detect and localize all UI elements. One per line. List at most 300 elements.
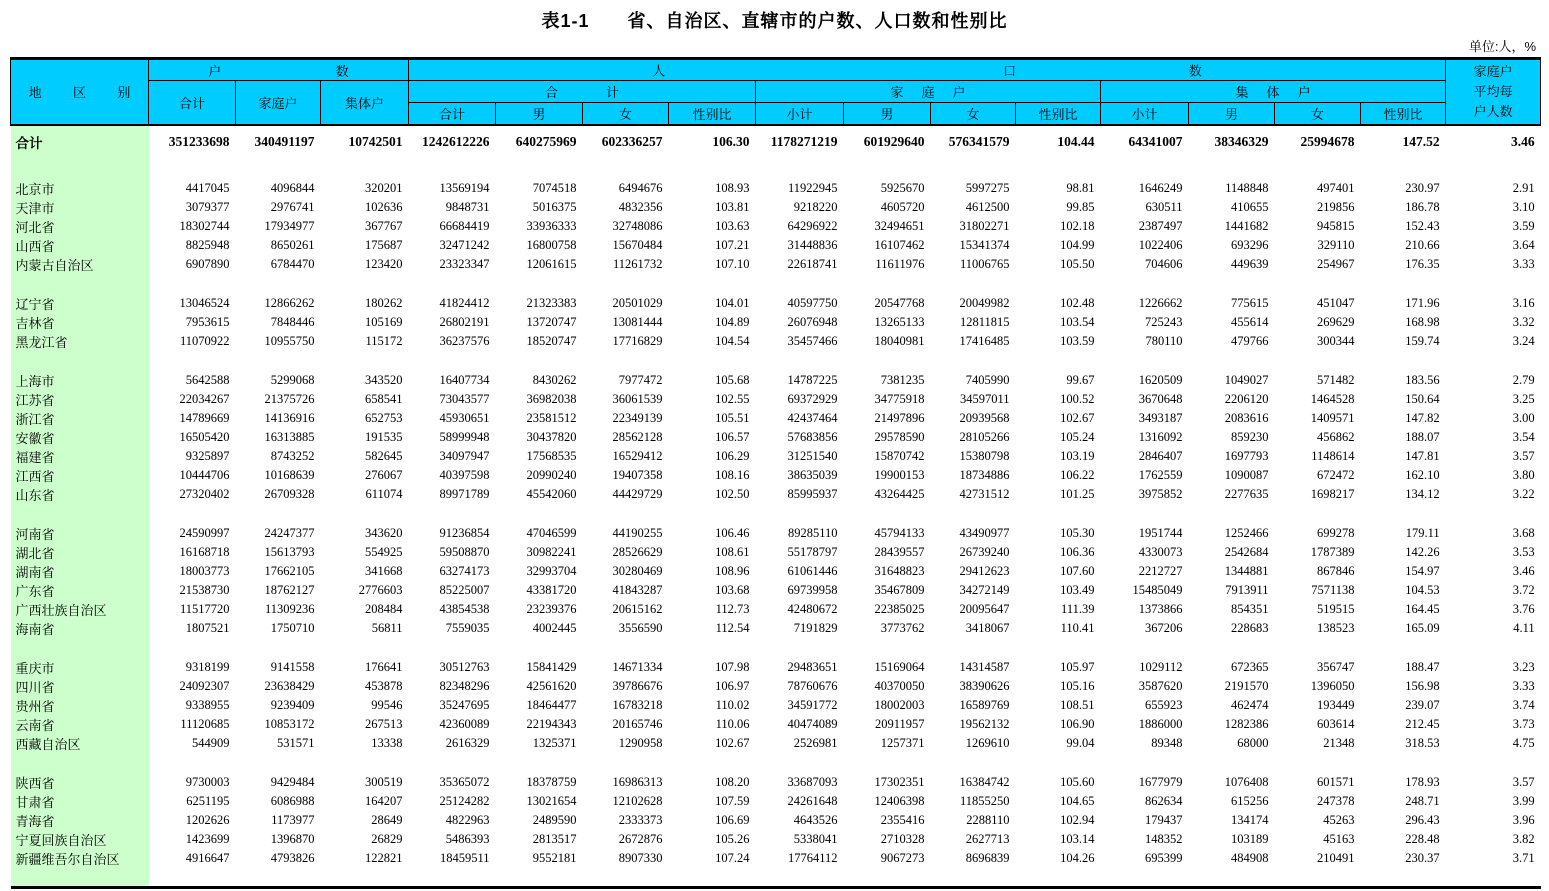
value-cell: 1698217 — [1310, 486, 1355, 501]
value-cell: 89348 — [1151, 735, 1183, 750]
value-cell: 15169064 — [874, 659, 925, 674]
value-cell: 4832356 — [618, 199, 663, 214]
value-cell: 601929640 — [863, 134, 925, 149]
value-cell: 3.68 — [1512, 525, 1535, 540]
value-cell: 8430262 — [532, 372, 577, 387]
value-cell: 571482 — [1317, 372, 1355, 387]
value-cell: 21375726 — [264, 391, 315, 406]
value-cell: 21323383 — [526, 295, 577, 310]
value-cell: 1282386 — [1224, 716, 1269, 731]
value-cell: 138523 — [1317, 620, 1355, 635]
value-cell: 35247695 — [439, 697, 490, 712]
value-cell: 134.12 — [1405, 486, 1440, 501]
value-cell: 652753 — [365, 410, 403, 425]
region-label: 海南省 — [11, 619, 149, 638]
header-pop-total-male: 男 — [496, 103, 583, 125]
value-cell: 3670648 — [1138, 391, 1183, 406]
value-cell: 484908 — [1231, 850, 1269, 865]
value-cell: 1226662 — [1138, 295, 1183, 310]
header-pop-collective-char: 集 — [1235, 85, 1249, 100]
value-cell: 110.41 — [1060, 620, 1095, 635]
value-cell: 105.60 — [1060, 774, 1095, 789]
value-cell: 89285110 — [787, 525, 838, 540]
value-cell: 59508870 — [439, 544, 490, 559]
region-cell-empty — [11, 274, 149, 294]
value-cell: 4.11 — [1513, 620, 1535, 635]
value-cell: 32748086 — [612, 218, 663, 233]
value-cell: 230.97 — [1405, 180, 1440, 195]
value-cell: 105169 — [365, 314, 403, 329]
value-cell: 11855250 — [959, 793, 1010, 808]
value-cell: 188.07 — [1405, 429, 1440, 444]
value-cell: 176641 — [365, 659, 403, 674]
table-row — [11, 773, 1541, 792]
value-cell: 456862 — [1317, 429, 1355, 444]
value-cell: 110.06 — [715, 716, 750, 731]
value-cell: 5486393 — [445, 831, 490, 846]
value-cell: 165.09 — [1405, 620, 1440, 635]
value-cell: 104.53 — [1405, 582, 1440, 597]
value-cell: 186.78 — [1405, 199, 1440, 214]
table-header — [11, 59, 1541, 125]
value-cell: 655923 — [1145, 697, 1183, 712]
spacer-row — [11, 868, 1541, 888]
value-cell: 7191829 — [793, 620, 838, 635]
value-cell: 20911957 — [874, 716, 925, 731]
region-cell-empty — [11, 159, 149, 179]
value-cell: 4330073 — [1138, 544, 1183, 559]
header-population-char: 数 — [1188, 63, 1202, 79]
header-pop-collective-subtotal: 小计 — [1101, 103, 1189, 125]
value-cell: 3418067 — [965, 620, 1010, 635]
value-cell: 106.97 — [715, 678, 750, 693]
value-cell: 340491197 — [254, 134, 315, 149]
region-label: 江西省 — [11, 466, 149, 485]
value-cell: 16313885 — [264, 429, 315, 444]
value-cell: 31802271 — [959, 218, 1010, 233]
value-cell: 40397598 — [439, 467, 490, 482]
value-cell: 10168639 — [264, 467, 315, 482]
value-cell: 142.26 — [1405, 544, 1440, 559]
value-cell: 178.93 — [1405, 774, 1440, 789]
value-cell: 13338 — [371, 735, 403, 750]
value-cell: 14136916 — [264, 410, 315, 425]
value-cell: 3.72 — [1512, 582, 1535, 597]
value-cell: 1257371 — [880, 735, 925, 750]
header-avg-household-size — [1446, 59, 1541, 125]
value-cell: 122821 — [365, 850, 403, 865]
value-cell: 1441682 — [1224, 218, 1269, 233]
table-row — [11, 390, 1541, 409]
value-cell: 106.30 — [712, 134, 750, 149]
value-cell: 42480672 — [787, 601, 838, 616]
region-label: 广西壮族自治区 — [11, 600, 149, 619]
value-cell: 148352 — [1145, 831, 1183, 846]
value-cell: 18040981 — [874, 333, 925, 348]
value-cell: 3.53 — [1512, 544, 1535, 559]
value-cell: 356747 — [1317, 659, 1355, 674]
value-cell: 320201 — [365, 180, 403, 195]
value-cell: 17302351 — [874, 774, 925, 789]
value-cell: 1148848 — [1225, 180, 1269, 195]
value-cell: 159.74 — [1405, 333, 1440, 348]
table-row — [11, 179, 1541, 198]
value-cell: 210491 — [1317, 850, 1355, 865]
value-cell: 103189 — [1231, 831, 1269, 846]
value-cell: 1886000 — [1138, 716, 1183, 731]
value-cell: 1464528 — [1310, 391, 1355, 406]
value-cell: 9067273 — [880, 850, 925, 865]
region-label: 安徽省 — [11, 428, 149, 447]
value-cell: 18378759 — [526, 774, 577, 789]
value-cell: 176.35 — [1405, 256, 1440, 271]
table-body — [11, 125, 1541, 888]
header-pop-family-female: 女 — [931, 103, 1016, 125]
table-row — [11, 811, 1541, 830]
value-cell: 16589769 — [959, 697, 1010, 712]
value-cell: 3773762 — [880, 620, 925, 635]
value-cell: 269629 — [1317, 314, 1355, 329]
value-cell: 329110 — [1317, 237, 1355, 252]
value-cell: 16107462 — [874, 237, 925, 252]
value-cell: 89971789 — [439, 486, 490, 501]
value-cell: 3.57 — [1512, 774, 1535, 789]
region-label: 陕西省 — [11, 773, 149, 792]
value-cell: 699278 — [1317, 525, 1355, 540]
region-label: 青海省 — [11, 811, 149, 830]
value-cell: 17568535 — [526, 448, 577, 463]
value-cell: 576341579 — [948, 134, 1010, 149]
value-cell: 32993704 — [526, 563, 577, 578]
table-row — [11, 581, 1541, 600]
value-cell: 11309236 — [264, 601, 315, 616]
value-cell: 351233698 — [168, 134, 230, 149]
header-pop-total-char: 合 — [544, 85, 558, 100]
value-cell: 8650261 — [270, 237, 315, 252]
value-cell: 58999948 — [439, 429, 490, 444]
value-cell: 248.71 — [1405, 793, 1440, 808]
value-cell: 11006765 — [959, 256, 1010, 271]
region-label: 吉林省 — [11, 313, 149, 332]
value-cell: 103.81 — [715, 199, 750, 214]
value-cell: 43264425 — [874, 486, 925, 501]
value-cell: 239.07 — [1405, 697, 1440, 712]
value-cell: 18302744 — [179, 218, 230, 233]
value-cell: 601571 — [1317, 774, 1355, 789]
value-cell: 228683 — [1231, 620, 1269, 635]
spacer-cell — [149, 274, 1541, 294]
region-label: 湖北省 — [11, 543, 149, 562]
table-row — [11, 294, 1541, 313]
value-cell: 3.16 — [1512, 295, 1535, 310]
value-cell: 9848731 — [445, 199, 490, 214]
value-cell: 41824412 — [439, 295, 490, 310]
value-cell: 103.59 — [1060, 333, 1095, 348]
value-cell: 99.85 — [1066, 199, 1095, 214]
total-row — [11, 125, 1541, 159]
value-cell: 2212727 — [1138, 563, 1183, 578]
value-cell: 267513 — [365, 716, 403, 731]
table-row — [11, 600, 1541, 619]
header-pop-family-sexratio: 性别比 — [1016, 103, 1101, 125]
value-cell: 9325897 — [185, 448, 230, 463]
value-cell: 3.00 — [1512, 410, 1535, 425]
value-cell: 9730003 — [185, 774, 230, 789]
value-cell: 22194343 — [526, 716, 577, 731]
value-cell: 4916647 — [185, 850, 230, 865]
value-cell: 519515 — [1317, 601, 1355, 616]
value-cell: 4793826 — [270, 850, 315, 865]
value-cell: 20501029 — [612, 295, 663, 310]
value-cell: 26739240 — [959, 544, 1010, 559]
value-cell: 20615162 — [612, 601, 663, 616]
value-cell: 14787225 — [787, 372, 838, 387]
value-cell: 15841429 — [526, 659, 577, 674]
value-cell: 7405990 — [965, 372, 1010, 387]
value-cell: 2542684 — [1224, 544, 1269, 559]
value-cell: 102.50 — [715, 486, 750, 501]
value-cell: 1373866 — [1138, 601, 1183, 616]
value-cell: 3.54 — [1512, 429, 1535, 444]
value-cell: 104.26 — [1060, 850, 1095, 865]
table-row — [11, 428, 1541, 447]
value-cell: 15613793 — [264, 544, 315, 559]
value-cell: 4643526 — [793, 812, 838, 827]
value-cell: 5299068 — [270, 372, 315, 387]
value-cell: 1951744 — [1138, 525, 1183, 540]
value-cell: 28105266 — [959, 429, 1010, 444]
value-cell: 61061446 — [787, 563, 838, 578]
value-cell: 3.73 — [1512, 716, 1535, 731]
value-cell: 12102628 — [612, 793, 663, 808]
value-cell: 367767 — [365, 218, 403, 233]
value-cell: 14314587 — [959, 659, 1010, 674]
spacer-cell — [149, 504, 1541, 524]
value-cell: 9318199 — [185, 659, 230, 674]
value-cell: 672472 — [1317, 467, 1355, 482]
value-cell: 112.54 — [715, 620, 750, 635]
value-cell: 108.16 — [715, 467, 750, 482]
value-cell: 45163 — [1323, 831, 1355, 846]
table-row — [11, 409, 1541, 428]
value-cell: 9338955 — [185, 697, 230, 712]
value-cell: 3.33 — [1512, 256, 1535, 271]
table-row — [11, 562, 1541, 581]
region-cell-empty — [11, 504, 149, 524]
value-cell: 23239376 — [526, 601, 577, 616]
header-avg-line: 家庭户 — [1473, 63, 1513, 79]
region-cell-empty — [11, 638, 149, 658]
value-cell: 31448836 — [787, 237, 838, 252]
value-cell: 20990240 — [526, 467, 577, 482]
table-row — [11, 236, 1541, 255]
value-cell: 867846 — [1317, 563, 1355, 578]
table-row — [11, 715, 1541, 734]
region-label: 重庆市 — [11, 658, 149, 677]
value-cell: 12811815 — [959, 314, 1010, 329]
value-cell: 247378 — [1317, 793, 1355, 808]
value-cell: 26076948 — [787, 314, 838, 329]
header-pop-total-group — [409, 81, 756, 103]
value-cell: 1396050 — [1310, 678, 1355, 693]
header-region-char: 地 — [28, 85, 42, 101]
value-cell: 17934977 — [264, 218, 315, 233]
value-cell: 42731512 — [959, 486, 1010, 501]
value-cell: 26709328 — [264, 486, 315, 501]
value-cell: 103.54 — [1060, 314, 1095, 329]
value-cell: 105.30 — [1060, 525, 1095, 540]
value-cell: 16168718 — [179, 544, 230, 559]
value-cell: 35457466 — [787, 333, 838, 348]
value-cell: 63274173 — [439, 563, 490, 578]
value-cell: 91236854 — [439, 525, 490, 540]
value-cell: 156.98 — [1405, 678, 1440, 693]
header-avg-line: 平均每 — [1473, 83, 1513, 99]
value-cell: 775615 — [1231, 295, 1269, 310]
value-cell: 1290958 — [618, 735, 663, 750]
value-cell: 18762127 — [264, 582, 315, 597]
value-cell: 102.67 — [715, 735, 750, 750]
region-label: 西藏自治区 — [11, 734, 149, 753]
value-cell: 152.43 — [1405, 218, 1440, 233]
value-cell: 497401 — [1317, 180, 1355, 195]
value-cell: 12061615 — [526, 256, 577, 271]
value-cell: 31648823 — [874, 563, 925, 578]
header-region-char: 别 — [117, 85, 131, 101]
region-label: 广东省 — [11, 581, 149, 600]
value-cell: 17764112 — [787, 850, 838, 865]
value-cell: 1269610 — [965, 735, 1010, 750]
value-cell: 123420 — [365, 256, 403, 271]
value-cell: 212.45 — [1405, 716, 1440, 731]
value-cell: 300519 — [365, 774, 403, 789]
value-cell: 4002445 — [532, 620, 577, 635]
value-cell: 104.01 — [715, 295, 750, 310]
table-row — [11, 658, 1541, 677]
table-row — [11, 447, 1541, 466]
value-cell: 26802191 — [439, 314, 490, 329]
value-cell: 1022406 — [1138, 237, 1183, 252]
value-cell: 73043577 — [439, 391, 490, 406]
value-cell: 30512763 — [439, 659, 490, 674]
value-cell: 99.04 — [1066, 735, 1095, 750]
value-cell: 13021654 — [526, 793, 577, 808]
region-label: 新疆维吾尔自治区 — [11, 849, 149, 868]
value-cell: 43381720 — [526, 582, 577, 597]
value-cell: 179.11 — [1405, 525, 1440, 540]
value-cell: 164207 — [365, 793, 403, 808]
value-cell: 112.73 — [715, 601, 750, 616]
value-cell: 105.51 — [715, 410, 750, 425]
table-row — [11, 198, 1541, 217]
value-cell: 101.25 — [1060, 486, 1095, 501]
region-label: 上海市 — [11, 371, 149, 390]
value-cell: 17662105 — [264, 563, 315, 578]
value-cell: 28562128 — [612, 429, 663, 444]
value-cell: 1807521 — [185, 620, 230, 635]
value-cell: 102.94 — [1060, 812, 1095, 827]
header-households-char: 数 — [335, 63, 349, 79]
spacer-row — [11, 638, 1541, 658]
value-cell: 25124282 — [439, 793, 490, 808]
table-row — [11, 255, 1541, 274]
value-cell: 451047 — [1317, 295, 1355, 310]
value-cell: 24092307 — [179, 678, 230, 693]
value-cell: 47046599 — [526, 525, 577, 540]
value-cell: 105.24 — [1060, 429, 1095, 444]
value-cell: 102.48 — [1060, 295, 1095, 310]
value-cell: 150.64 — [1405, 391, 1440, 406]
region-label: 江苏省 — [11, 390, 149, 409]
value-cell: 171.96 — [1405, 295, 1440, 310]
header-pop-family-char: 户 — [952, 85, 966, 100]
value-cell: 1620509 — [1138, 372, 1183, 387]
value-cell: 3587620 — [1138, 678, 1183, 693]
spacer-cell — [149, 753, 1541, 773]
value-cell: 2976741 — [270, 199, 315, 214]
value-cell: 30437820 — [526, 429, 577, 444]
value-cell: 859230 — [1231, 429, 1269, 444]
value-cell: 13046524 — [179, 295, 230, 310]
value-cell: 544909 — [192, 735, 230, 750]
region-label: 辽宁省 — [11, 294, 149, 313]
value-cell: 2333373 — [618, 812, 663, 827]
value-cell: 107.24 — [715, 850, 750, 865]
value-cell: 64341007 — [1128, 134, 1183, 149]
value-cell: 1316092 — [1138, 429, 1183, 444]
value-cell: 34775918 — [874, 391, 925, 406]
value-cell: 2813517 — [532, 831, 577, 846]
value-cell: 27320402 — [179, 486, 230, 501]
value-cell: 343520 — [365, 372, 403, 387]
value-cell: 2288110 — [966, 812, 1010, 827]
value-cell: 193449 — [1317, 697, 1355, 712]
value-cell: 1202626 — [185, 812, 230, 827]
table-row — [11, 485, 1541, 504]
value-cell: 7559035 — [445, 620, 490, 635]
value-cell: 36982038 — [526, 391, 577, 406]
table-row — [11, 217, 1541, 236]
value-cell: 1697793 — [1224, 448, 1269, 463]
value-cell: 107.60 — [1060, 563, 1095, 578]
spacer-row — [11, 753, 1541, 773]
value-cell: 19900153 — [874, 467, 925, 482]
value-cell: 7977472 — [618, 372, 663, 387]
value-cell: 341668 — [365, 563, 403, 578]
value-cell: 1750710 — [270, 620, 315, 635]
header-pop-family-male: 男 — [844, 103, 931, 125]
value-cell: 34097947 — [439, 448, 490, 463]
value-cell: 106.29 — [715, 448, 750, 463]
value-cell: 4822963 — [445, 812, 490, 827]
value-cell: 191535 — [365, 429, 403, 444]
value-cell: 704606 — [1145, 256, 1183, 271]
value-cell: 4612500 — [965, 199, 1010, 214]
value-cell: 1423699 — [185, 831, 230, 846]
value-cell: 57683856 — [787, 429, 838, 444]
header-region — [11, 59, 149, 125]
value-cell: 16407734 — [439, 372, 490, 387]
value-cell: 24247377 — [264, 525, 315, 540]
header-pop-family-subtotal: 小计 — [756, 103, 844, 125]
value-cell: 2355416 — [880, 812, 925, 827]
value-cell: 108.51 — [1060, 697, 1095, 712]
value-cell: 1252466 — [1224, 525, 1269, 540]
value-cell: 40597750 — [787, 295, 838, 310]
value-cell: 1090087 — [1224, 467, 1269, 482]
value-cell: 21348 — [1323, 735, 1355, 750]
value-cell: 12866262 — [264, 295, 315, 310]
